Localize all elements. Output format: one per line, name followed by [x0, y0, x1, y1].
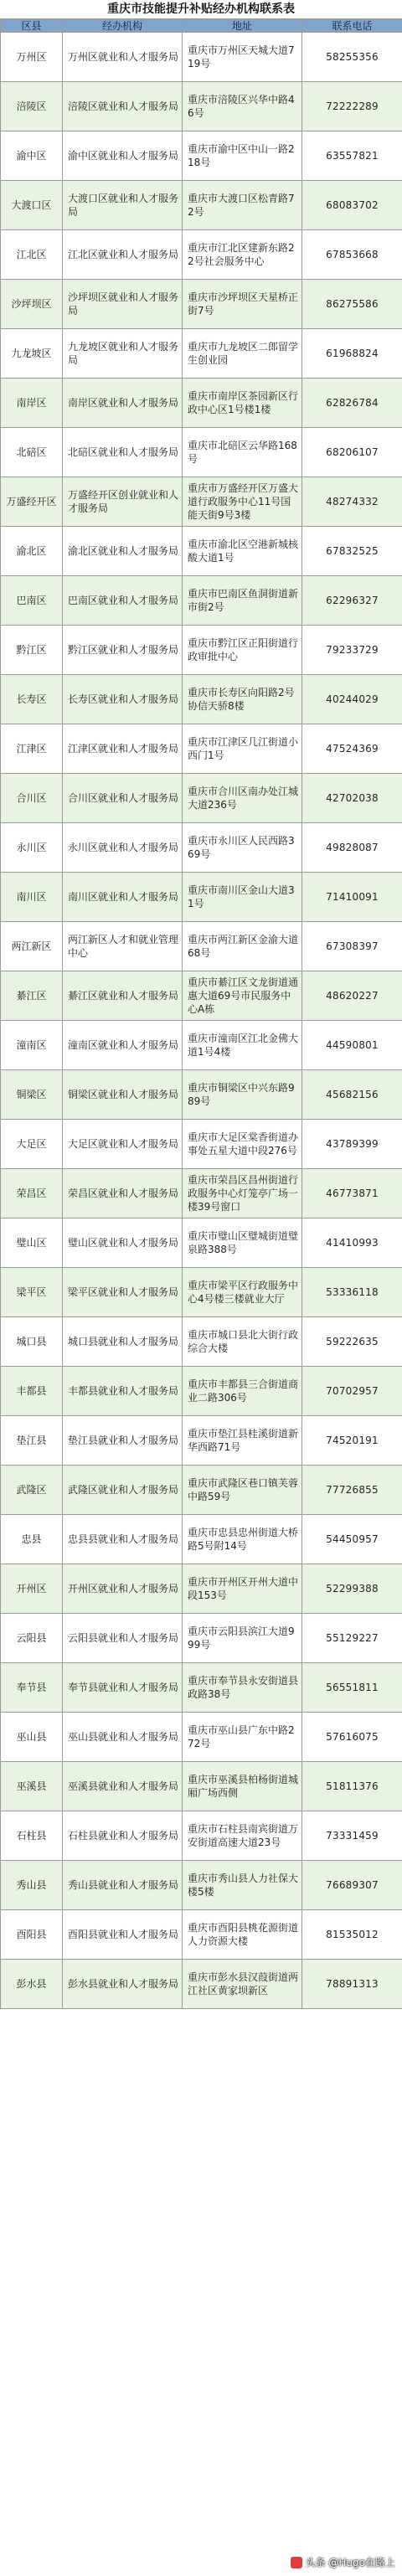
table-row [1, 477, 402, 527]
cell-district: 忠县 [1, 1515, 63, 1564]
cell-district: 万盛经开区 [1, 477, 63, 527]
table-row [1, 1268, 402, 1317]
cell-org: 涪陵区就业和人才服务局 [63, 82, 183, 131]
cell-district: 云阳县 [1, 1614, 63, 1663]
cell-address: 重庆市秀山县人力社保大楼5楼 [183, 1861, 302, 1910]
table-row [1, 230, 402, 280]
cell-address: 重庆市涪陵区兴华中路46号 [183, 82, 302, 131]
cell-phone: 62296327 [302, 576, 402, 626]
cell-phone: 67853668 [302, 230, 402, 280]
cell-phone: 86275586 [302, 280, 402, 329]
cell-org: 江津区就业和人才服务局 [63, 724, 183, 774]
cell-address: 重庆市江北区建新东路22号社会服务中心 [183, 230, 302, 280]
table-row [1, 82, 402, 131]
cell-district: 綦江区 [1, 971, 63, 1021]
cell-phone: 62826784 [302, 379, 402, 428]
table-row [1, 823, 402, 873]
cell-org: 梁平区就业和人才服务局 [63, 1268, 183, 1317]
table-row [1, 1663, 402, 1713]
cell-address: 重庆市丰都县三合街道商业二路306号 [183, 1367, 302, 1416]
cell-org: 黔江区就业和人才服务局 [63, 626, 183, 675]
table-row [1, 1317, 402, 1367]
cell-district: 南岸区 [1, 379, 63, 428]
cell-address: 重庆市武隆区巷口镇芙蓉中路59号 [183, 1466, 302, 1515]
cell-district: 石柱县 [1, 1811, 63, 1861]
cell-address: 重庆市巴南区鱼洞街道新市街2号 [183, 576, 302, 626]
cell-address: 重庆市合川区南办处江城大道236号 [183, 774, 302, 823]
cell-phone: 45682156 [302, 1070, 402, 1120]
cell-address: 重庆市北碚区云华路168号 [183, 428, 302, 477]
cell-address: 重庆市长寿区向阳路2号协信天骄8楼 [183, 675, 302, 724]
cell-district: 璧山区 [1, 1218, 63, 1268]
cell-district: 丰都县 [1, 1367, 63, 1416]
cell-district: 北碚区 [1, 428, 63, 477]
cell-address: 重庆市荣昌区昌州街道行政服务中心灯笼亭广场一楼39号窗口 [183, 1169, 302, 1218]
cell-org: 铜梁区就业和人才服务局 [63, 1070, 183, 1120]
cell-phone: 54450957 [302, 1515, 402, 1564]
watermark-text: 头条 @Hugo在路上 [305, 2557, 395, 2568]
table-row [1, 1466, 402, 1515]
cell-org: 南川区就业和人才服务局 [63, 873, 183, 922]
cell-org: 城口县就业和人才服务局 [63, 1317, 183, 1367]
cell-org: 垫江县就业和人才服务局 [63, 1416, 183, 1466]
table-row [1, 1120, 402, 1169]
cell-phone: 53336118 [302, 1268, 402, 1317]
cell-phone: 59222635 [302, 1317, 402, 1367]
cell-address: 重庆市沙坪坝区天星桥正街7号 [183, 280, 302, 329]
cell-org: 丰都县就业和人才服务局 [63, 1367, 183, 1416]
table-row [1, 576, 402, 626]
cell-district: 武隆区 [1, 1466, 63, 1515]
table-row [1, 1021, 402, 1070]
cell-org: 璧山区就业和人才服务局 [63, 1218, 183, 1268]
cell-address: 重庆市酉阳县桃花源街道人力资源大楼 [183, 1910, 302, 1960]
cell-org: 綦江区就业和人才服务局 [63, 971, 183, 1021]
table-row [1, 1070, 402, 1120]
cell-phone: 41410993 [302, 1218, 402, 1268]
cell-phone: 56551811 [302, 1663, 402, 1713]
table-row [1, 1861, 402, 1910]
cell-district: 沙坪坝区 [1, 280, 63, 329]
cell-district: 巴南区 [1, 576, 63, 626]
cell-phone: 70702957 [302, 1367, 402, 1416]
cell-org: 长寿区就业和人才服务局 [63, 675, 183, 724]
header-org: 经办机构 [63, 19, 183, 33]
cell-phone: 67832525 [302, 527, 402, 576]
table-row [1, 1515, 402, 1564]
cell-district: 奉节县 [1, 1663, 63, 1713]
cell-phone: 76689307 [302, 1861, 402, 1910]
cell-address: 重庆市万州区天城大道719号 [183, 33, 302, 82]
cell-address: 重庆市九龙坡区二郎留学生创业园 [183, 329, 302, 379]
header-address: 地址 [183, 19, 302, 33]
cell-address: 重庆市黔江区正阳街道行政审批中心 [183, 626, 302, 675]
cell-address: 重庆市巫山县广东中路272号 [183, 1713, 302, 1762]
cell-district: 涪陵区 [1, 82, 63, 131]
table-row [1, 1910, 402, 1960]
cell-district: 酉阳县 [1, 1910, 63, 1960]
cell-district: 铜梁区 [1, 1070, 63, 1120]
cell-district: 巫山县 [1, 1713, 63, 1762]
cell-district: 永川区 [1, 823, 63, 873]
cell-phone: 44590801 [302, 1021, 402, 1070]
table-row [1, 922, 402, 971]
cell-org: 万州区就业和人才服务局 [63, 33, 183, 82]
cell-phone: 77726855 [302, 1466, 402, 1515]
cell-district: 渝中区 [1, 131, 63, 181]
cell-address: 重庆市大足区棠香街道办事处五星大道中段276号 [183, 1120, 302, 1169]
cell-org: 云阳县就业和人才服务局 [63, 1614, 183, 1663]
cell-phone: 49828087 [302, 823, 402, 873]
cell-district: 潼南区 [1, 1021, 63, 1070]
table-row [1, 329, 402, 379]
cell-district: 两江新区 [1, 922, 63, 971]
contact-table [0, 18, 402, 2009]
table-row [1, 181, 402, 230]
table-row [1, 1564, 402, 1614]
cell-address: 重庆市綦江区文龙街道通惠大道69号市民服务中心A栋 [183, 971, 302, 1021]
cell-district: 江津区 [1, 724, 63, 774]
table-row [1, 1614, 402, 1663]
table-row [1, 131, 402, 181]
table-row [1, 428, 402, 477]
cell-org: 彭水县就业和人才服务局 [63, 1960, 183, 2009]
table-row [1, 33, 402, 82]
table-row [1, 1713, 402, 1762]
table-row [1, 280, 402, 329]
cell-address: 重庆市石柱县南宾街道万安街道高速大道23号 [183, 1811, 302, 1861]
cell-phone: 72222289 [302, 82, 402, 131]
cell-address: 重庆市两江新区金渝大道68号 [183, 922, 302, 971]
cell-district: 黔江区 [1, 626, 63, 675]
cell-district: 长寿区 [1, 675, 63, 724]
cell-org: 万盛经开区创业就业和人才服务局 [63, 477, 183, 527]
cell-org: 秀山县就业和人才服务局 [63, 1861, 183, 1910]
cell-district: 开州区 [1, 1564, 63, 1614]
cell-phone: 81535012 [302, 1910, 402, 1960]
toutiao-logo-icon [291, 2557, 302, 2568]
cell-address: 重庆市开州区开州大道中段153号 [183, 1564, 302, 1614]
table-row [1, 1960, 402, 2009]
cell-address: 重庆市南岸区茶园新区行政中心区1号楼1楼 [183, 379, 302, 428]
cell-address: 重庆市璧山区璧城街道璧泉路388号 [183, 1218, 302, 1268]
cell-district: 大渡口区 [1, 181, 63, 230]
cell-org: 两江新区人才和就业管理中心 [63, 922, 183, 971]
cell-district: 南川区 [1, 873, 63, 922]
cell-phone: 67308397 [302, 922, 402, 971]
cell-address: 重庆市奉节县永安街道县政路38号 [183, 1663, 302, 1713]
cell-phone: 52299388 [302, 1564, 402, 1614]
cell-org: 潼南区就业和人才服务局 [63, 1021, 183, 1070]
cell-phone: 79233729 [302, 626, 402, 675]
table-row [1, 1367, 402, 1416]
header-district: 区县 [1, 19, 63, 33]
table-row [1, 626, 402, 675]
cell-phone: 68206107 [302, 428, 402, 477]
cell-address: 重庆市南川区金山大道31号 [183, 873, 302, 922]
header-row [1, 19, 402, 33]
cell-phone: 58255356 [302, 33, 402, 82]
cell-org: 渝中区就业和人才服务局 [63, 131, 183, 181]
cell-org: 巴南区就业和人才服务局 [63, 576, 183, 626]
table-row [1, 379, 402, 428]
cell-district: 江北区 [1, 230, 63, 280]
header-phone: 联系电话 [302, 19, 402, 33]
cell-phone: 48620227 [302, 971, 402, 1021]
cell-org: 荣昌区就业和人才服务局 [63, 1169, 183, 1218]
cell-district: 渝北区 [1, 527, 63, 576]
cell-phone: 48274332 [302, 477, 402, 527]
cell-org: 石柱县就业和人才服务局 [63, 1811, 183, 1861]
cell-org: 酉阳县就业和人才服务局 [63, 1910, 183, 1960]
cell-address: 重庆市铜梁区中兴东路989号 [183, 1070, 302, 1120]
cell-address: 重庆市城口县北大街行政综合大楼 [183, 1317, 302, 1367]
table-row [1, 1416, 402, 1466]
cell-district: 彭水县 [1, 1960, 63, 2009]
cell-district: 大足区 [1, 1120, 63, 1169]
cell-district: 梁平区 [1, 1268, 63, 1317]
cell-address: 重庆市潼南区江北金佛大道1号4楼 [183, 1021, 302, 1070]
cell-org: 合川区就业和人才服务局 [63, 774, 183, 823]
cell-address: 重庆市巫溪县柏杨街道城厢广场西侧 [183, 1762, 302, 1811]
cell-district: 合川区 [1, 774, 63, 823]
cell-address: 重庆市永川区人民西路369号 [183, 823, 302, 873]
cell-org: 巫溪县就业和人才服务局 [63, 1762, 183, 1811]
cell-phone: 74520191 [302, 1416, 402, 1466]
cell-address: 重庆市垫江县桂溪街道新华西路71号 [183, 1416, 302, 1466]
cell-org: 沙坪坝区就业和人才服务局 [63, 280, 183, 329]
table-row [1, 724, 402, 774]
cell-org: 开州区就业和人才服务局 [63, 1564, 183, 1614]
cell-org: 永川区就业和人才服务局 [63, 823, 183, 873]
cell-district: 九龙坡区 [1, 329, 63, 379]
cell-address: 重庆市大渡口区松青路72号 [183, 181, 302, 230]
cell-phone: 73331459 [302, 1811, 402, 1861]
cell-phone: 57616075 [302, 1713, 402, 1762]
cell-phone: 46773871 [302, 1169, 402, 1218]
table-row [1, 527, 402, 576]
cell-org: 大足区就业和人才服务局 [63, 1120, 183, 1169]
table-row [1, 971, 402, 1021]
cell-district: 城口县 [1, 1317, 63, 1367]
cell-phone: 51811376 [302, 1762, 402, 1811]
table-row [1, 1169, 402, 1218]
cell-org: 九龙坡区就业和人才服务局 [63, 329, 183, 379]
cell-phone: 42702038 [302, 774, 402, 823]
table-row [1, 873, 402, 922]
cell-district: 垫江县 [1, 1416, 63, 1466]
cell-address: 重庆市彭水县汉葭街道两江社区黄家坝新区 [183, 1960, 302, 2009]
cell-org: 渝北区就业和人才服务局 [63, 527, 183, 576]
cell-address: 重庆市忠县忠州街道大桥路5号附14号 [183, 1515, 302, 1564]
cell-phone: 68083702 [302, 181, 402, 230]
table-row [1, 1811, 402, 1861]
table-row [1, 1762, 402, 1811]
cell-org: 奉节县就业和人才服务局 [63, 1663, 183, 1713]
cell-address: 重庆市万盛经开区万盛大道行政服务中心11号国能天街9号3楼 [183, 477, 302, 527]
cell-phone: 40244029 [302, 675, 402, 724]
cell-phone: 43789399 [302, 1120, 402, 1169]
cell-district: 万州区 [1, 33, 63, 82]
table-title: 重庆市技能提升补贴经办机构联系表 [107, 3, 295, 16]
cell-phone: 78891313 [302, 1960, 402, 2009]
cell-district: 巫溪县 [1, 1762, 63, 1811]
cell-org: 江北区就业和人才服务局 [63, 230, 183, 280]
cell-org: 大渡口区就业和人才服务局 [63, 181, 183, 230]
table-row [1, 774, 402, 823]
cell-address: 重庆市云阳县滨江大道999号 [183, 1614, 302, 1663]
cell-phone: 55129227 [302, 1614, 402, 1663]
cell-phone: 63557821 [302, 131, 402, 181]
cell-district: 秀山县 [1, 1861, 63, 1910]
watermark [291, 2555, 395, 2569]
cell-phone: 71410091 [302, 873, 402, 922]
cell-phone: 47524369 [302, 724, 402, 774]
table-row [1, 675, 402, 724]
cell-address: 重庆市渝中区中山一路218号 [183, 131, 302, 181]
cell-org: 北碚区就业和人才服务局 [63, 428, 183, 477]
table-row [1, 1218, 402, 1268]
cell-district: 荣昌区 [1, 1169, 63, 1218]
cell-address: 重庆市渝北区空港新城核酸大道1号 [183, 527, 302, 576]
cell-org: 武隆区就业和人才服务局 [63, 1466, 183, 1515]
cell-org: 巫山县就业和人才服务局 [63, 1713, 183, 1762]
cell-org: 南岸区就业和人才服务局 [63, 379, 183, 428]
cell-address: 重庆市梁平区行政服务中心4号楼三楼就业大厅 [183, 1268, 302, 1317]
table-body [1, 33, 402, 2009]
cell-phone: 61968824 [302, 329, 402, 379]
cell-org: 忠县县就业和人才服务局 [63, 1515, 183, 1564]
cell-address: 重庆市江津区几江街道小西门1号 [183, 724, 302, 774]
